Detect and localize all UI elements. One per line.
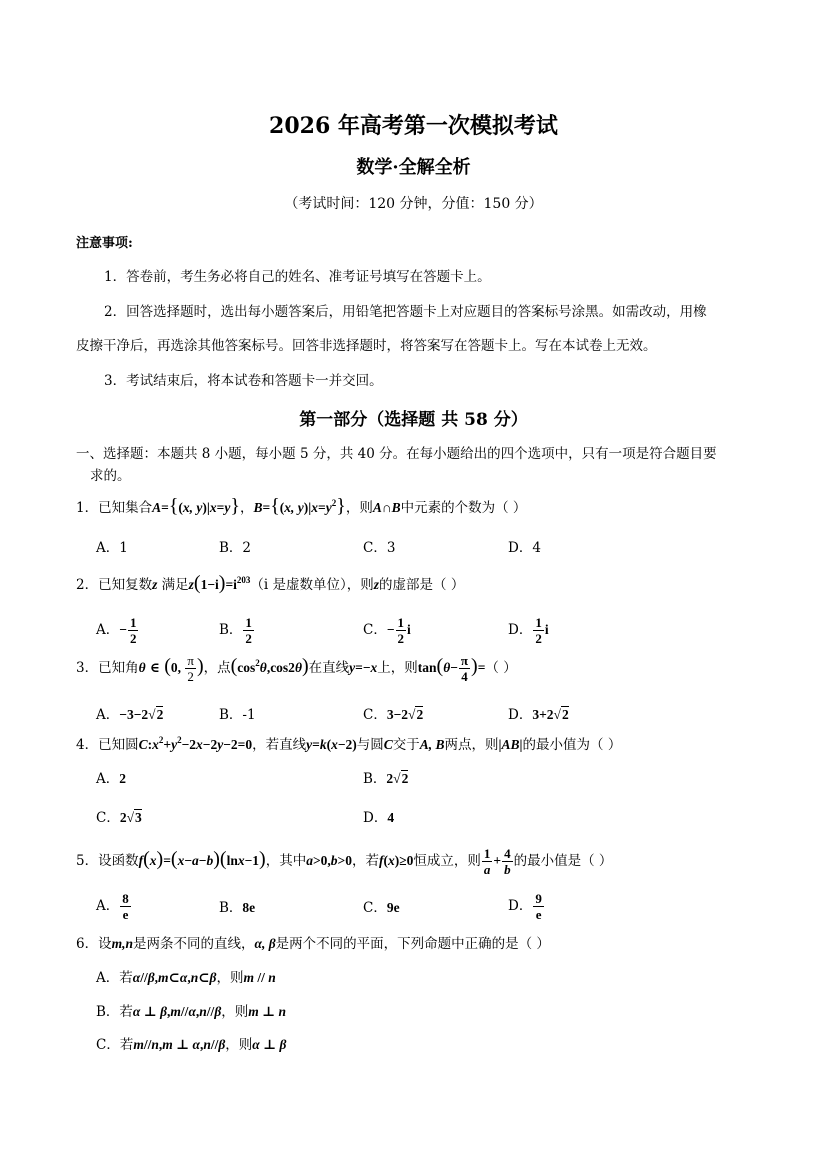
question-text: 中元素的个数为（ ）: [400, 500, 527, 516]
question-1: 1．已知集合A={(x, y)|x=y}，B={(x, $y)|x=y^2$}，则A∩B中元素的个数为（ ）: [76, 495, 527, 517]
option-b: B．-1: [219, 707, 256, 723]
option-d: D． $\frac{9}{e}$: [508, 891, 542, 922]
note-item: 3．考试结束后，将本试卷和答题卡一并交回。: [104, 373, 383, 389]
option-c: C．9e: [363, 900, 400, 916]
option-b: B．8e: [219, 900, 256, 916]
question-6: 6．设m,n是两条不同的直线，α, β是两个不同的平面，下列命题中正确的是（ ）: [76, 936, 550, 952]
option-a: A．若α//β,m⊂α,n⊂β，则m // n: [96, 970, 276, 986]
option-c: C．3−2√2: [363, 707, 424, 723]
exam-subtitle: 数学·全解全析: [356, 157, 471, 178]
note-item: 2．回答选择题时，选出每小题答案后，用铅笔把答题卡上对应题目的答案标号涂黑。如需改动，用橡: [104, 304, 707, 320]
section-intro: 一、选择题：本题共 8 小题，每小题 5 分，共 40 分。在每小题给出的四个选项中，只有一项是符合题目要: [76, 446, 717, 462]
option-d: D．4: [363, 810, 395, 826]
question-2: 2．已知复数z 满足$z(1-i)=i^{203}(i$ 是虚数单位），则z的虚部是（ ）: [76, 572, 465, 594]
exam-title: 2026 年高考第一次模拟考试: [269, 113, 558, 139]
option-c: C．2√3: [96, 810, 142, 826]
option-a: A．− $\frac{1}{2}$: [96, 615, 137, 646]
question-5: 5．设函数f(x)=(x−a−b)(lnx−1)，其中a>0,b>0，若f(x)≥0恒成立，则 $\frac{1}{a}$ + $\frac{4}{b}$ 的最小值是（ ）: [76, 846, 613, 877]
option-c: C．− $\frac{1}{2}$ i: [363, 615, 411, 646]
option-a: A． $\frac{8}{e}$: [96, 891, 129, 922]
notes-heading: 注意事项:: [76, 236, 133, 251]
option-b: B．2√2: [363, 771, 409, 787]
question-text: 2．已知复数: [76, 577, 153, 593]
option-d: D．4: [508, 540, 541, 556]
note-item: 1．答卷前，考生务必将自己的姓名、准考证号填写在答题卡上。: [104, 269, 491, 285]
section-intro: 求的。: [90, 468, 131, 484]
note-item: 皮擦干净后，再选涂其他答案标号。回答非选择题时，将答案写在答题卡上。写在本试卷上无效。: [76, 338, 657, 354]
option-b: B．2: [219, 540, 252, 556]
question-4: 4．已知圆$C:x^2+y^2-2x-2y-2=0$，若直线y=k(x−2)与圆C交于A, B两点，则|AB|的最小值为（ ）: [76, 735, 622, 753]
option-a: A．1: [96, 540, 128, 556]
option-d: D． $\frac{1}{2}$ i: [508, 615, 549, 646]
option-a: A．−3−2√2: [96, 707, 164, 723]
option-c: C．若m//n,m ⊥ α,n//β，则α ⊥ β: [96, 1037, 287, 1053]
option-c: C．3: [363, 540, 396, 556]
option-a: A．2: [96, 771, 126, 787]
option-b: B．若α ⊥ β,m//α,n//β，则m ⊥ n: [96, 1004, 286, 1020]
question-3: 3．已知角θ ∈ (0, $\frac{\pi}{2}$ )，点$(\cos^2\theta,\cos 2\theta)$在直线y=−x上，则tan(θ− $\frac{\pi}{4}$ )=（ ）: [76, 653, 517, 684]
section-heading: 第一部分（选择题 共 58 分）: [299, 410, 528, 430]
option-b: B． $\frac{1}{2}$: [219, 615, 252, 646]
exam-time-info: （考试时间：120 分钟，分值：150 分）: [284, 196, 543, 212]
option-d: D．3+2√2: [508, 707, 569, 723]
question-text: 1．已知集合: [76, 500, 153, 516]
